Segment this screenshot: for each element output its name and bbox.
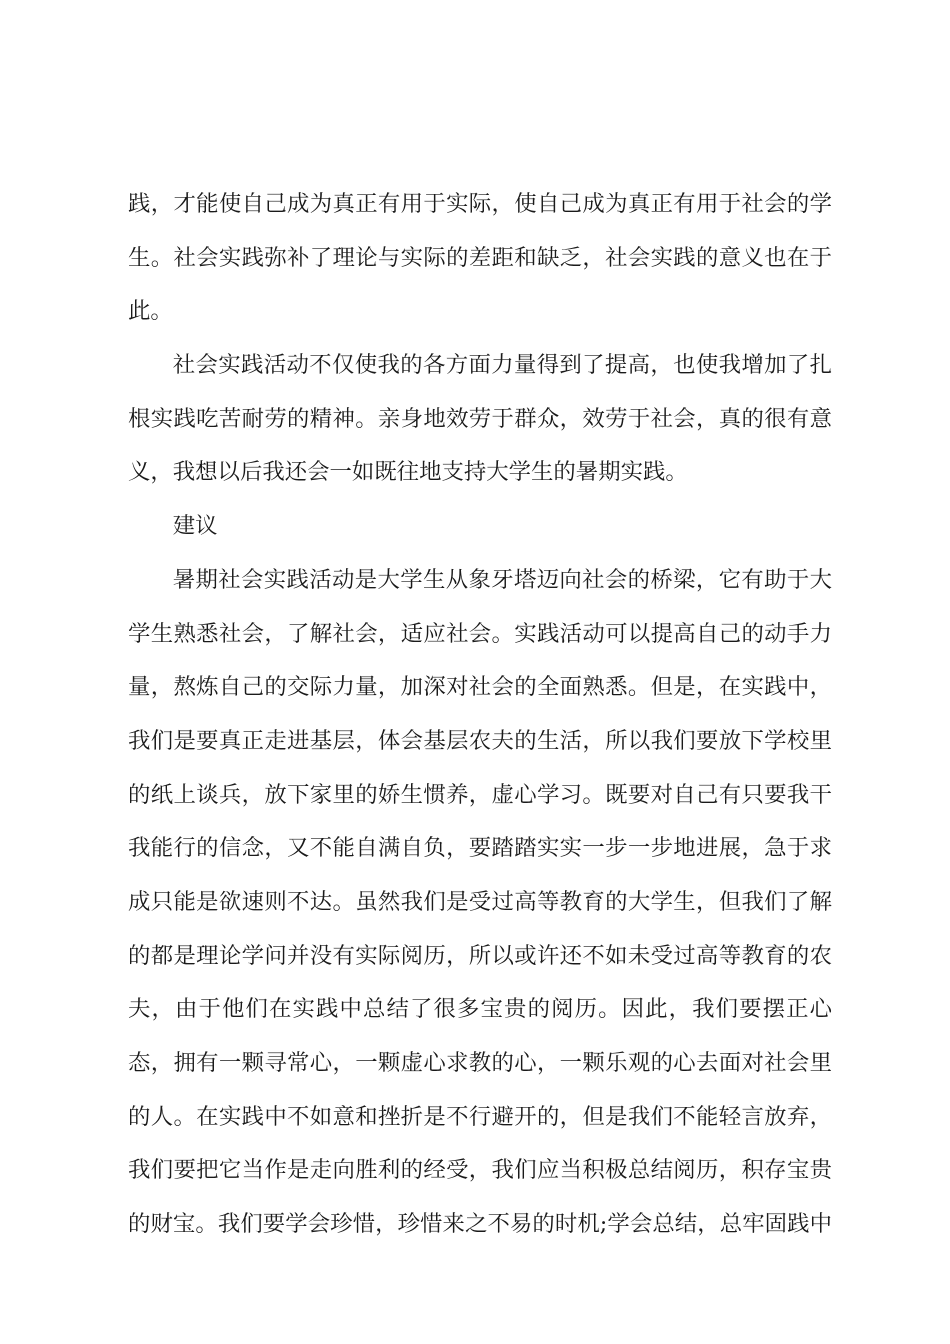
section-heading: 建议 — [172, 513, 218, 540]
text-line: 态，拥有一颗寻常心，一颗虚心求教的心，一颗乐观的心去面对社会里 — [128, 1050, 832, 1076]
text-line: 生。社会实践弥补了理论与实际的差距和缺乏，社会实践的意义也在于 — [128, 244, 832, 271]
text-line: 量，熬炼自己的交际力量，加深对社会的全面熟悉。但是，在实践中， — [128, 674, 832, 701]
text-line: 社会实践活动不仅使我的各方面力量得到了提高，也使我增加了扎 — [172, 352, 832, 379]
text-line: 义，我想以后我还会一如既往地支持大学生的暑期实践。 — [128, 459, 688, 486]
text-line: 我们要把它当作是走向胜利的经受，我们应当积极总结阅历，积存宝贵 — [128, 1157, 832, 1184]
text-line: 的财宝。我们要学会珍惜，珍惜来之不易的时机;学会总结，总牢固践中 — [128, 1211, 832, 1238]
text-line: 根实践吃苦耐劳的精神。亲身地效劳于群众，效劳于社会，真的很有意 — [128, 405, 832, 432]
text-line: 此。 — [128, 298, 173, 325]
text-line: 的都是理论学问并没有实际阅历，所以或许还不如未受过高等教育的农 — [128, 942, 832, 969]
text-line: 的纸上谈兵，放下家里的娇生惯养，虚心学习。既要对自己有只要我干 — [128, 781, 832, 808]
body-text — [128, 184, 832, 1258]
text-line: 暑期社会实践活动是大学生从象牙塔迈向社会的桥梁，它有助于大 — [172, 566, 832, 593]
text-line: 学生熟悉社会，了解社会，适应社会。实践活动可以提高自己的动手力 — [128, 620, 832, 647]
text-line: 践，才能使自己成为真正有用于实际，使自己成为真正有用于社会的学 — [128, 191, 832, 217]
text-line: 我能行的信念，又不能自满自负，要踏踏实实一步一步地进展，急于求 — [128, 835, 832, 862]
text-line: 夫，由于他们在实践中总结了很多宝贵的阅历。因此，我们要摆正心 — [128, 996, 832, 1023]
text-line: 的人。在实践中不如意和挫折是不行避开的，但是我们不能轻言放弃， — [128, 1103, 832, 1130]
text-line: 成只能是欲速则不达。虽然我们是受过高等教育的大学生，但我们了解 — [128, 888, 832, 915]
text-line: 我们是要真正走进基层，体会基层农夫的生活，所以我们要放下学校里 — [128, 727, 832, 754]
